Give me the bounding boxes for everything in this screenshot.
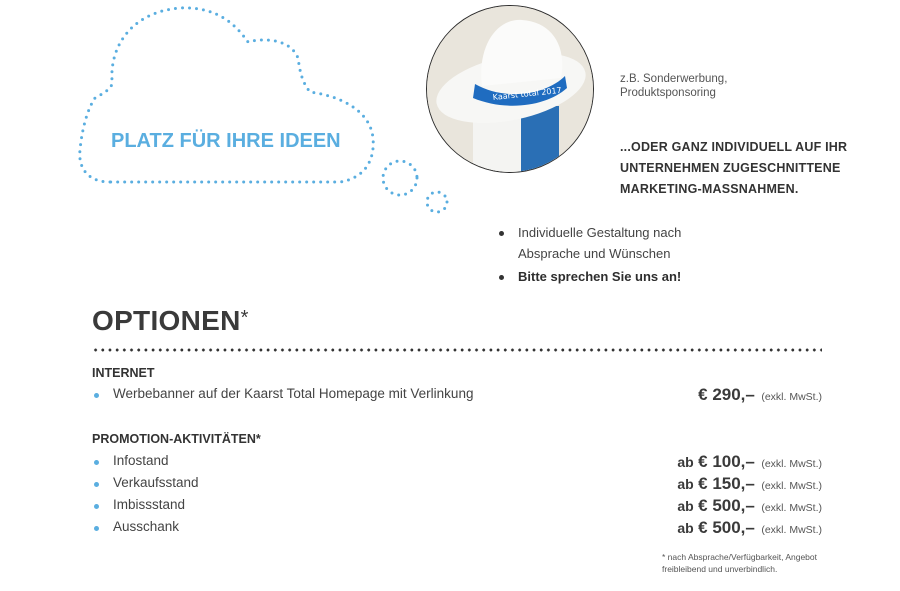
option-label: Verkaufsstand bbox=[113, 475, 199, 490]
option-price bbox=[698, 385, 822, 405]
price-prefix: ab bbox=[677, 498, 694, 514]
list-item-contact bbox=[498, 266, 681, 287]
price-amount: € 500,– bbox=[698, 496, 755, 515]
heading-line: UNTERNEHMEN ZUGESCHNITTENE bbox=[620, 161, 841, 175]
option-label: Ausschank bbox=[113, 519, 180, 534]
heading-line: MARKETING-MASSNAHMEN. bbox=[620, 182, 799, 196]
asterisk: * bbox=[240, 307, 249, 329]
price-tax-note: (exkl. MwSt.) bbox=[761, 480, 822, 492]
option-price bbox=[677, 474, 822, 494]
caption-line: z.B. Sonderwerbung, bbox=[620, 73, 728, 85]
option-label: Imbissstand bbox=[113, 497, 186, 512]
table-row bbox=[92, 452, 822, 472]
options-title-text: OPTIONEN bbox=[92, 305, 241, 336]
hat-photo bbox=[426, 5, 594, 173]
list-item-text: Bitte sprechen Sie uns an! bbox=[518, 269, 682, 284]
price-prefix: ab bbox=[677, 476, 694, 492]
idea-cloud bbox=[0, 0, 460, 220]
price-tax-note: (exkl. MwSt.) bbox=[761, 391, 822, 403]
price-amount: € 290,– bbox=[698, 385, 755, 404]
caption-line: Produktsponsoring bbox=[620, 87, 716, 99]
bullet-icon bbox=[94, 460, 99, 465]
option-price bbox=[677, 496, 822, 516]
svg-text:Kaarst total 2017: Kaarst total 2017 bbox=[492, 85, 563, 102]
individual-marketing-heading bbox=[620, 137, 847, 200]
price-prefix: ab bbox=[677, 454, 694, 470]
price-tax-note: (exkl. MwSt.) bbox=[761, 524, 822, 536]
heading-line: ...ODER GANZ INDIVIDUELL AUF IHR bbox=[620, 140, 848, 154]
bullet-icon bbox=[94, 393, 99, 398]
footnote-line: * nach Absprache/Verfügbarkeit, Angebot bbox=[662, 552, 818, 562]
example-caption bbox=[620, 72, 727, 100]
footnote-line: freibleibend und unverbindlich. bbox=[662, 563, 778, 574]
price-amount: € 100,– bbox=[698, 452, 755, 471]
bullet-icon bbox=[94, 526, 99, 531]
hat-image-icon bbox=[427, 6, 594, 173]
table-row bbox=[92, 385, 822, 405]
option-price bbox=[677, 452, 822, 472]
option-label: Infostand bbox=[113, 453, 169, 468]
section-heading-internet: INTERNET bbox=[92, 366, 155, 380]
bullet-icon bbox=[94, 482, 99, 487]
price-amount: € 500,– bbox=[698, 518, 755, 537]
thought-cloud-icon bbox=[0, 0, 460, 220]
price-tax-note: (exkl. MwSt.) bbox=[761, 502, 822, 514]
footnote bbox=[662, 552, 817, 575]
list-item-text: Individuelle Gestaltung nach bbox=[518, 225, 682, 240]
section-heading-promotion: PROMOTION-AKTIVITÄTEN* bbox=[92, 432, 261, 446]
price-amount: € 150,– bbox=[698, 474, 755, 493]
option-label: Werbebanner auf der Kaarst Total Homepage mit Verlinkung bbox=[113, 386, 474, 401]
price-tax-note: (exkl. MwSt.) bbox=[761, 458, 822, 470]
options-title bbox=[92, 305, 249, 337]
bullet-icon bbox=[94, 504, 99, 509]
table-row bbox=[92, 518, 822, 538]
table-row bbox=[92, 474, 822, 494]
list-item bbox=[498, 222, 681, 264]
cloud-title: PLATZ FÜR IHRE IDEEN bbox=[111, 130, 341, 152]
dotted-divider bbox=[92, 348, 822, 352]
price-prefix: ab bbox=[677, 520, 694, 536]
list-item-text: Absprache und Wünschen bbox=[518, 246, 671, 261]
option-price bbox=[677, 518, 822, 538]
table-row bbox=[92, 496, 822, 516]
custom-offer-list bbox=[498, 222, 681, 287]
